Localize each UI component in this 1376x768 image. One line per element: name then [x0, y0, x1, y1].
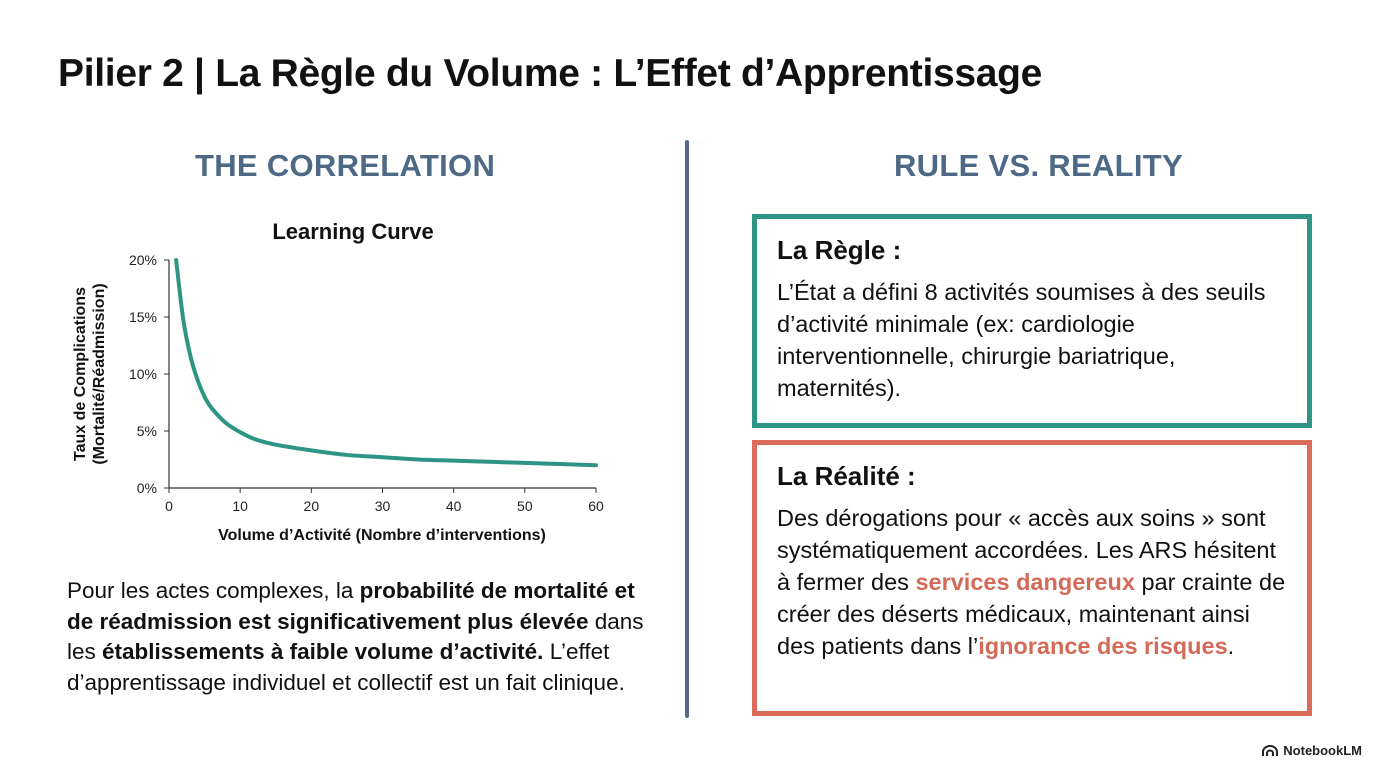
- desc-text-1: Pour les actes complexes, la: [67, 578, 360, 603]
- desc-text-2: dans les: [67, 608, 644, 664]
- y-tick-label: 20%: [128, 252, 157, 268]
- x-tick-label: 40: [445, 498, 462, 514]
- reality-text: [777, 502, 1287, 662]
- highlight-risk-ignorance: ignorance des risques: [978, 633, 1228, 659]
- y-axis-label-line: (Mortalité/Réadmission): [91, 283, 108, 465]
- y-tick-label: 10%: [128, 366, 157, 382]
- desc-bold-2: établissements à faible volume d’activité.: [102, 639, 544, 664]
- reality-box: [752, 440, 1312, 716]
- rule-vs-reality-heading: RULE VS. REALITY: [894, 148, 1183, 183]
- reality-text-1: Des dérogations pour « accès aux soins » sont systématiquement accordées. Les ARS hésitent à fermer des: [777, 505, 1276, 595]
- y-tick-label: 0%: [136, 480, 157, 496]
- y-tick-label: 15%: [128, 309, 157, 325]
- x-tick-label: 60: [588, 498, 604, 514]
- x-tick-label: 30: [374, 498, 391, 514]
- x-tick-label: 50: [517, 498, 533, 514]
- rule-text: L’État a défini 8 activités soumises à des seuils d’activité minimale (ex: cardiologie interventionnelle, chirurgie bariatrique, maternités).: [777, 279, 1266, 401]
- reality-heading: La Réalité :: [777, 461, 916, 491]
- learning-curve-chart: [60, 210, 620, 550]
- x-tick-label: 20: [303, 498, 320, 514]
- correlation-description: [67, 576, 647, 698]
- x-tick-label: 10: [232, 498, 248, 514]
- reality-text-3: .: [1227, 633, 1235, 659]
- rule-heading: La Règle :: [777, 235, 902, 265]
- reality-text-2: par crainte de créer des déserts médicaux, maintenant ainsi des patients dans l’: [777, 569, 1286, 659]
- learning-curve-line: [176, 260, 596, 465]
- notebooklm-logo-icon: [1262, 745, 1278, 757]
- rule-box: [752, 214, 1312, 428]
- highlight-dangerous-services: services dangereux: [915, 569, 1135, 595]
- desc-text-3: L’effet d’apprentissage individuel et collectif est un fait clinique.: [67, 639, 625, 695]
- brand-watermark: [1262, 743, 1362, 758]
- y-axis-label: [72, 283, 108, 464]
- column-divider: [685, 140, 689, 718]
- y-tick-label: 5%: [136, 423, 157, 439]
- chart-title: Learning Curve: [272, 219, 434, 244]
- correlation-heading: THE CORRELATION: [195, 148, 496, 183]
- page-title: Pilier 2 | La Règle du Volume : L’Effet d’Apprentissage: [58, 52, 1043, 95]
- brand-label: NotebookLM: [1283, 743, 1362, 758]
- desc-bold-1: probabilité de mortalité et de réadmission est significativement plus élevée: [67, 578, 635, 634]
- x-axis-label: Volume d’Activité (Nombre d’interventions): [218, 527, 546, 544]
- x-tick-label: 0: [165, 498, 173, 514]
- y-axis-label-line: Taux de Complications: [72, 287, 89, 461]
